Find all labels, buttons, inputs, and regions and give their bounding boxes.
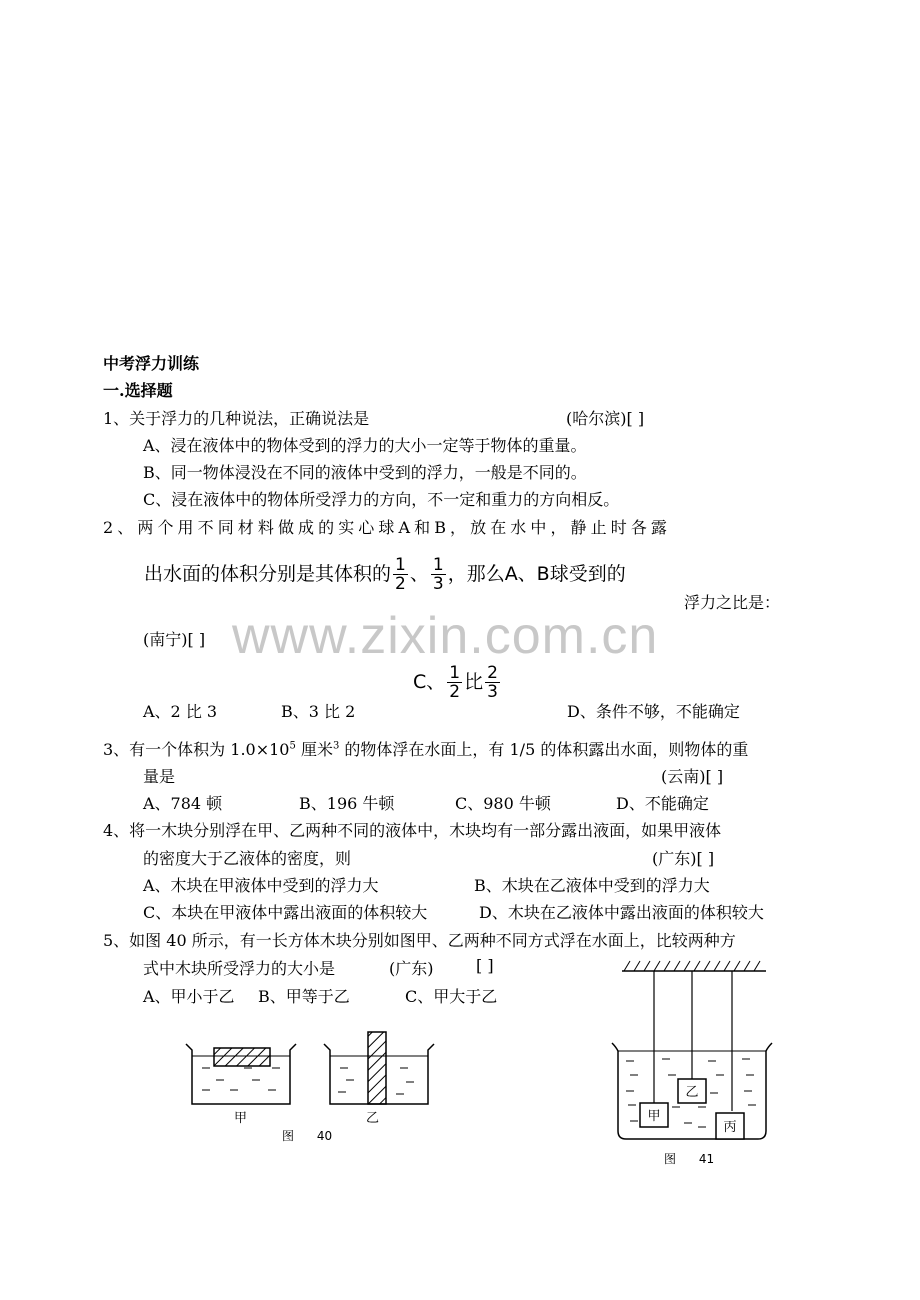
q2-option-c-fraction2: $\frac{2}{3}$ bbox=[487, 663, 498, 702]
fig40-label-yi: 乙 bbox=[366, 1111, 380, 1126]
q2-option-c-prefix: C、 bbox=[413, 671, 446, 693]
q3-line1: 3、有一个体积为 $1.0\times 10^5$ 厘米$^3$ 的物体浮在水面上，有 1/5 的体积露出水面，则物体的重 bbox=[103, 740, 749, 759]
q2-option-d: D、条件不够，不能确定 bbox=[567, 702, 740, 721]
fig40-label-jia: 甲 bbox=[234, 1111, 248, 1126]
q2-fraction-half: $\frac{1}{2}$ bbox=[395, 555, 406, 594]
q1-option-b: B、同一物体浸没在不同的液体中受到的浮力，一般是不同的。 bbox=[143, 463, 587, 482]
q2-separator: 、 bbox=[409, 563, 429, 585]
q2-source: (南宁)[ ] bbox=[143, 630, 206, 649]
q2-fraction-third: $\frac{1}{3}$ bbox=[432, 555, 444, 594]
q5-option-c: C、甲大于乙 bbox=[405, 987, 498, 1006]
q2-line2c: 浮力之比是： bbox=[684, 593, 781, 612]
q2-line2-image-text bbox=[144, 556, 626, 593]
q4-source: (广东)[ ] bbox=[652, 849, 715, 868]
q5-line2: 式中木块所受浮力的大小是 bbox=[143, 959, 336, 978]
figure-41 bbox=[608, 955, 778, 1170]
q3-option-c: C、980 牛顿 bbox=[455, 794, 551, 813]
q2-line2a: 出水面的体积分别是其体积的 bbox=[144, 563, 392, 585]
q2-option-c-mid: 比 bbox=[464, 671, 484, 693]
q4-option-c: C、本块在甲液体中露出液面的体积较大 bbox=[143, 903, 428, 922]
q4-option-d: D、木块在乙液体中露出液面的体积较大 bbox=[479, 903, 764, 922]
fig41-label-yi: 乙 bbox=[685, 1085, 699, 1100]
q3-option-a: A、784 顿 bbox=[143, 794, 223, 813]
q5-option-a: A、甲小于乙 bbox=[143, 987, 235, 1006]
fig41-caption: 图 41 bbox=[664, 1152, 715, 1166]
q4-option-a: A、木块在甲液体中受到的浮力大 bbox=[143, 876, 379, 895]
q5-bracket: [ ] bbox=[476, 956, 494, 975]
q4-line1: 4、将一木块分别浮在甲、乙两种不同的液体中，木块均有一部分露出液面，如果甲液体 bbox=[103, 821, 722, 840]
q3-option-d: D、不能确定 bbox=[616, 794, 709, 813]
q1-option-a: A、浸在液体中的物体受到的浮力的大小一定等于物体的重量。 bbox=[143, 436, 587, 455]
q2-line2b: ，那么A、B球受到的 bbox=[447, 563, 626, 585]
fig41-label-jia: 甲 bbox=[647, 1109, 661, 1124]
q4-option-b: B、木块在乙液体中受到的浮力大 bbox=[474, 876, 710, 895]
q3-source: (云南)[ ] bbox=[661, 767, 724, 786]
wood-block-yi bbox=[368, 1032, 386, 1104]
q5-source: (广东) bbox=[389, 959, 434, 978]
container-jia bbox=[186, 1044, 296, 1104]
fig41-label-bing: 丙 bbox=[723, 1120, 737, 1135]
q1-option-c: C、浸在液体中的物体所受浮力的方向，不一定和重力的方向相反。 bbox=[143, 490, 620, 509]
figure-40 bbox=[180, 1020, 450, 1155]
q4-line2: 的密度大于乙液体的密度，则 bbox=[143, 849, 352, 868]
wood-block-jia bbox=[214, 1048, 270, 1066]
q5-option-b: B、甲等于乙 bbox=[258, 987, 350, 1006]
q3-line2: 量是 bbox=[143, 767, 176, 786]
container-yi bbox=[324, 1032, 434, 1104]
q3-option-b: B、196 牛顿 bbox=[299, 794, 395, 813]
q2-option-a: A、2 比 3 bbox=[143, 702, 218, 721]
q1-stem: 1、关于浮力的几种说法，正确说法是 bbox=[103, 409, 370, 428]
q2-option-b: B、3 比 2 bbox=[281, 702, 356, 721]
ceiling-hatch bbox=[624, 961, 760, 971]
watermark: www.zixin.com.cn bbox=[232, 607, 659, 665]
q2-option-c-fraction1: $\frac{1}{2}$ bbox=[449, 663, 461, 702]
q5-line1: 5、如图 40 所示，有一长方体木块分别如图甲、乙两种不同方式浮在水面上，比较两种方 bbox=[103, 931, 736, 950]
q2-line1: 2 、 两 个 用 不 同 材 料 做 成 的 实 心 球 A 和 B ， 放 在 水 中 ， 静 止 时 各 露 bbox=[103, 518, 667, 537]
q1-source: (哈尔滨)[ ] bbox=[566, 409, 645, 428]
q2-option-c bbox=[413, 664, 502, 701]
fig40-caption: 图 40 bbox=[282, 1129, 333, 1143]
page-title: 中考浮力训练 bbox=[103, 354, 200, 373]
section-heading: 一.选择题 bbox=[103, 381, 173, 400]
